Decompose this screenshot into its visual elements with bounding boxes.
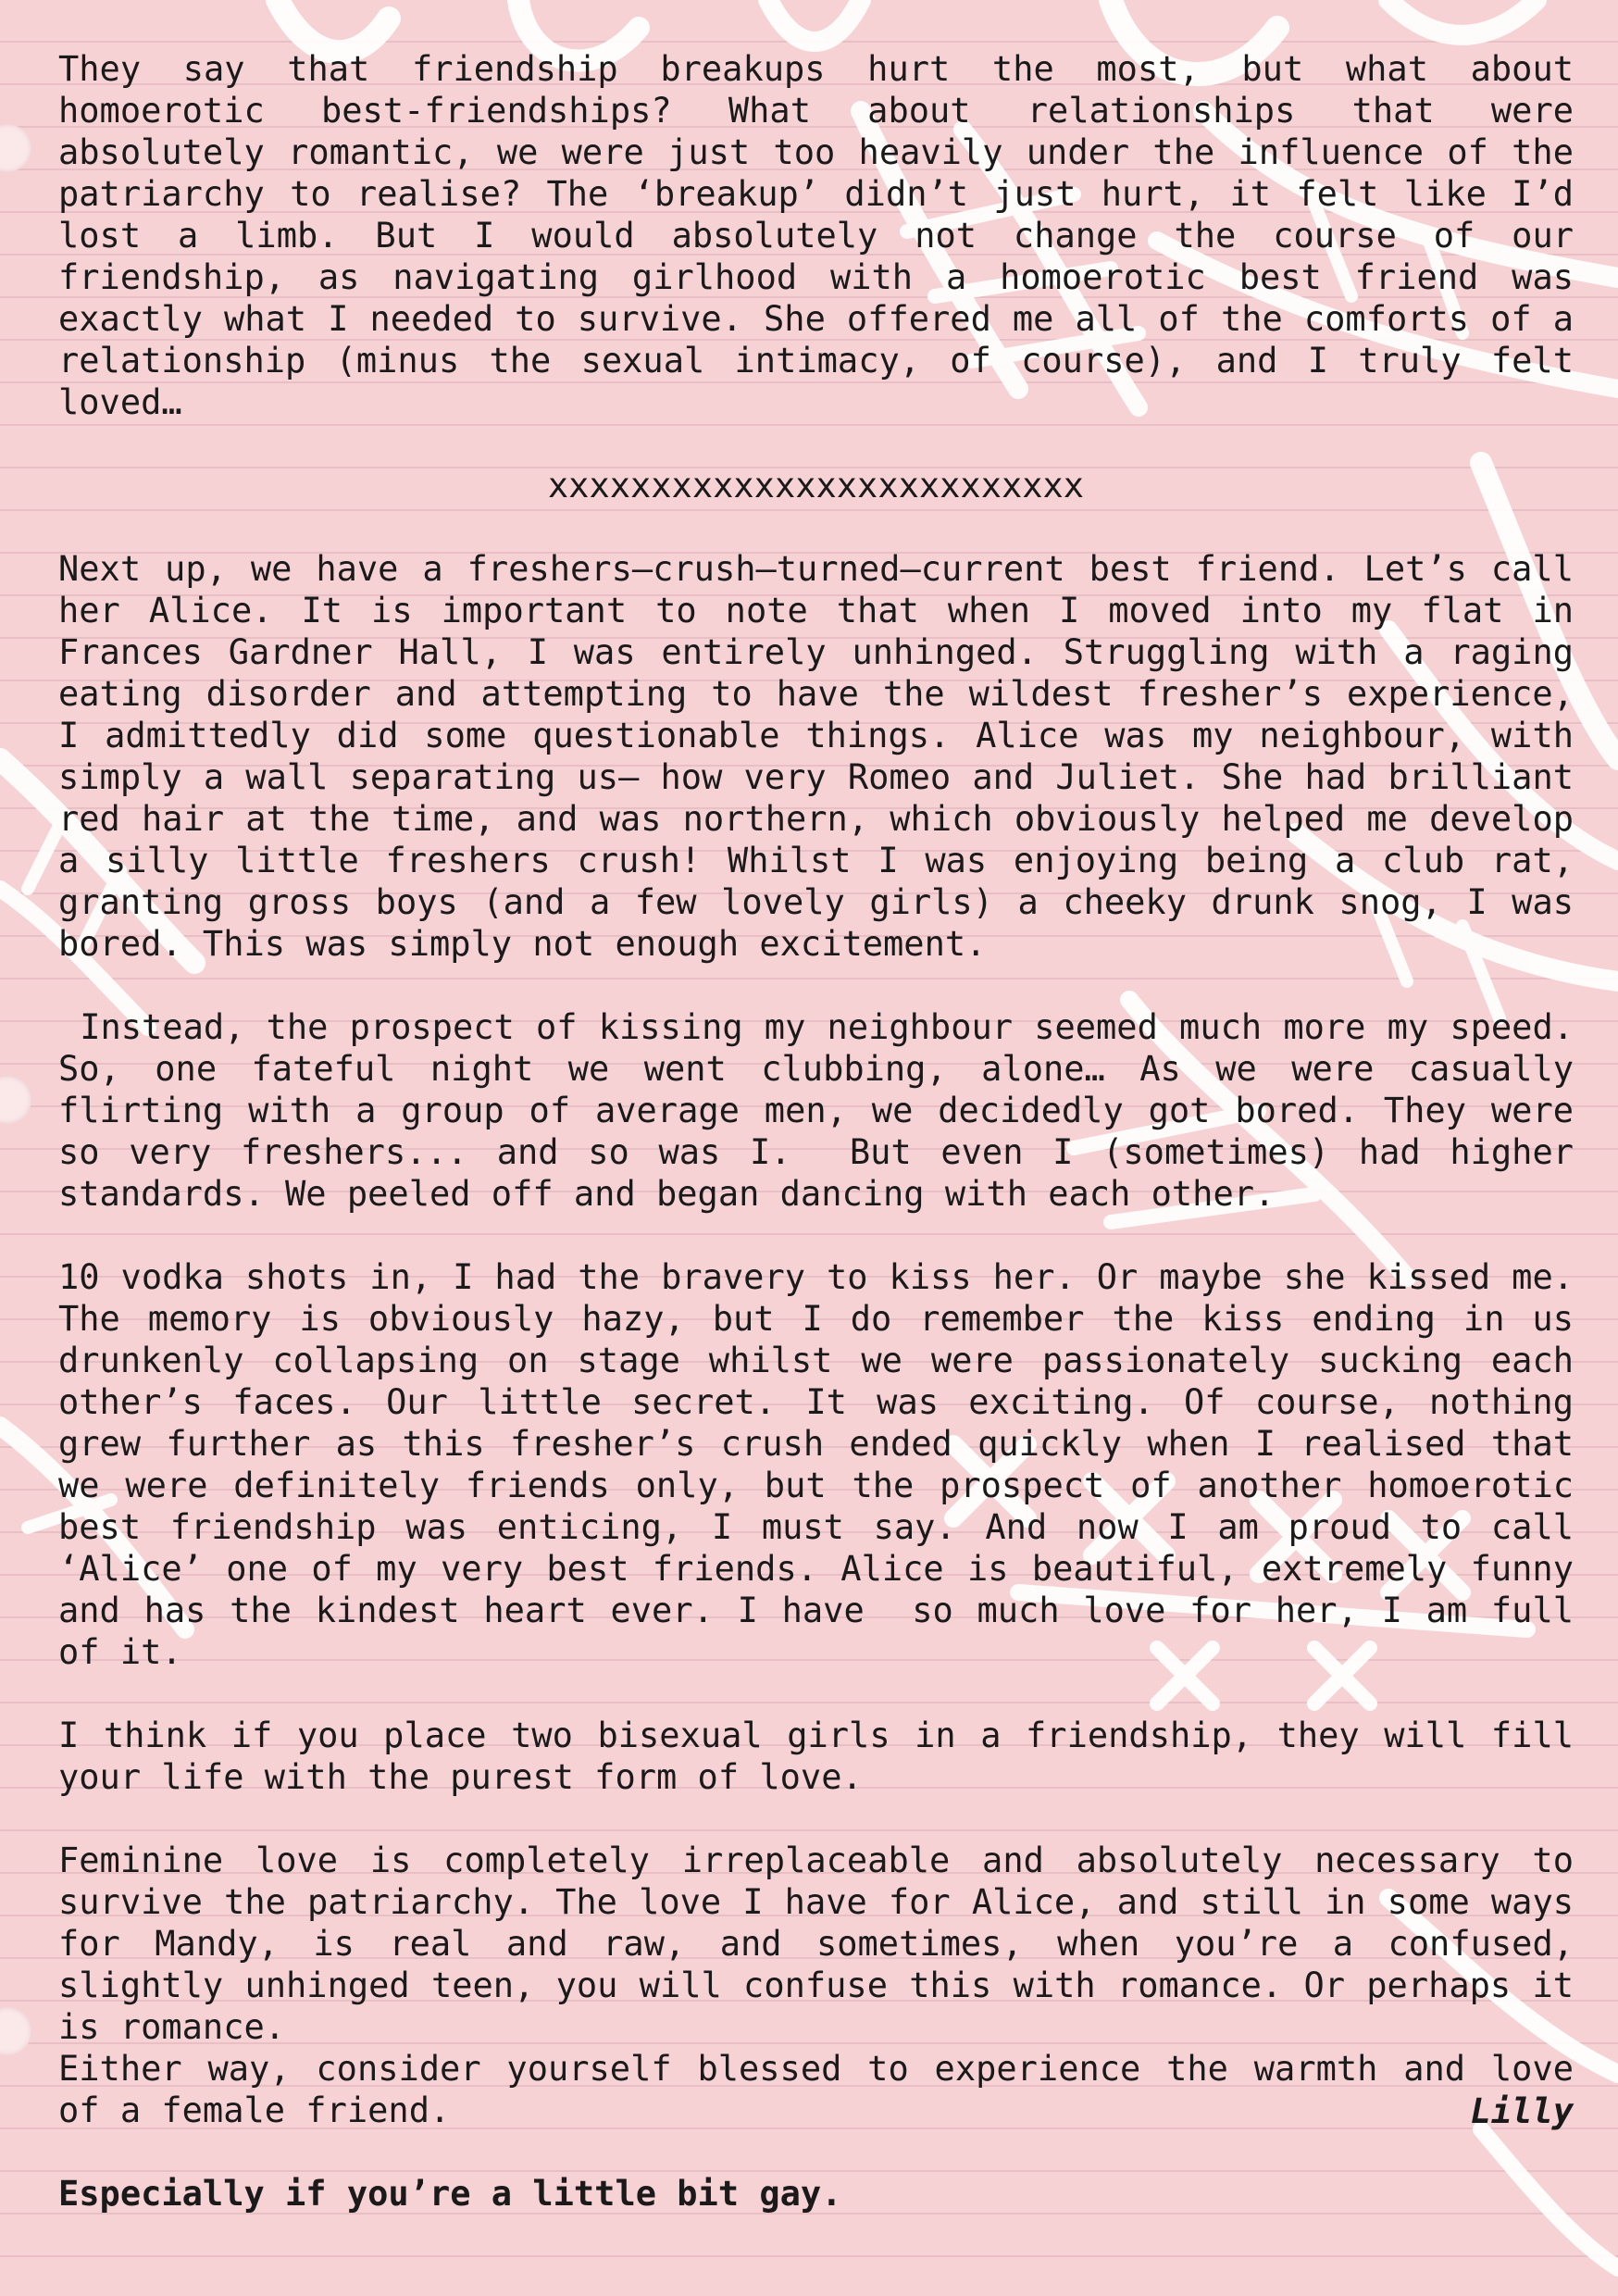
binder-hole xyxy=(0,124,31,172)
paragraph-bisexual: I think if you place two bisexual girls in a friendship, they will fill your life with the purest form of love. xyxy=(58,1716,1595,1797)
paragraph-kiss: 10 vodka shots in, I had the bravery to kiss her. Or maybe she kissed me. The memory is obviously hazy, but I do remember the kiss ending in us drunkenly collapsing on stage whilst we were passionately sucking each other’s faces. Our little secret. It was exciting. Of course, nothing grew further as this fresher’s crush ended quickly when I realised that we were definitely friends only, but the prospect of another homoerotic best friendship was enticing, I must say. And now I am proud to call ‘Alice’ one of my very best friends. Alice is beautiful, extremely funny and has the kindest heart ever. I have so much love for her, I am full of it. xyxy=(58,1257,1595,1672)
paragraph-clubbing: Instead, the prospect of kissing my neighbour seemed much more my speed. So, one fateful night we went clubbing, alone… As we were casually flirting with a group of average men, we decidedly got bored. They were so very freshers... and so was I. But even I (sometimes) had higher standards. We peeled off and began dancing with each other. xyxy=(58,1007,1595,1214)
paragraph-intro: They say that friendship breakups hurt the most, but what about homoerotic best-friendships? What about relationships that were absolutely romantic, we were just too heavily under the influence of the patriarchy to realise? The ‘breakup’ didn’t just hurt, it felt like I’d lost a limb. But I would absolutely not change the course of our friendship, as navigating girlhood with a homoerotic best friend was exactly what I needed to survive. She offered me all of the comforts of a relationship (minus the sexual intimacy, of course), and I truly felt loved… xyxy=(58,49,1595,422)
author-signature: Lilly xyxy=(1470,2091,1574,2131)
paragraph-either-way: Either way, consider yourself blessed to experience the warmth and love of a female friend. xyxy=(58,2049,1595,2130)
binder-hole xyxy=(0,2007,31,2055)
paragraph-alice: Next up, we have a freshers–crush–turned–current best friend. Let’s call her Alice. It is important to note that when I moved into my flat in Frances Gardner Hall, I was entirely unhinged. Struggling with a raging eating disorder and attempting to have the wildest fresher’s experience, I admittedly did some questionable things. Alice was my neighbour, with simply a wall separating us– how very Romeo and Juliet. She had brilliant red hair at the time, and was northern, which obviously helped me develop a silly little freshers crush! Whilst I was enjoying being a club rat, granting gross boys (and a few lovely girls) a cheeky drunk snog, I was bored. This was simply not enough excitement. xyxy=(58,549,1595,964)
article-body xyxy=(58,48,1595,2215)
closing-line: Especially if you’re a little bit gay. xyxy=(58,2174,842,2214)
section-divider: xxxxxxxxxxxxxxxxxxxxxxxxxx xyxy=(547,466,1085,505)
paragraph-feminine-love: Feminine love is completely irreplaceable and absolutely necessary to survive the patriarchy. The love I have for Alice, and still in some ways for Mandy, is real and raw, and sometimes, when you’re a confused, slightly unhinged teen, you will confuse this with romance. Or perhaps it is romance. xyxy=(58,1841,1595,2047)
binder-hole xyxy=(0,1076,31,1124)
